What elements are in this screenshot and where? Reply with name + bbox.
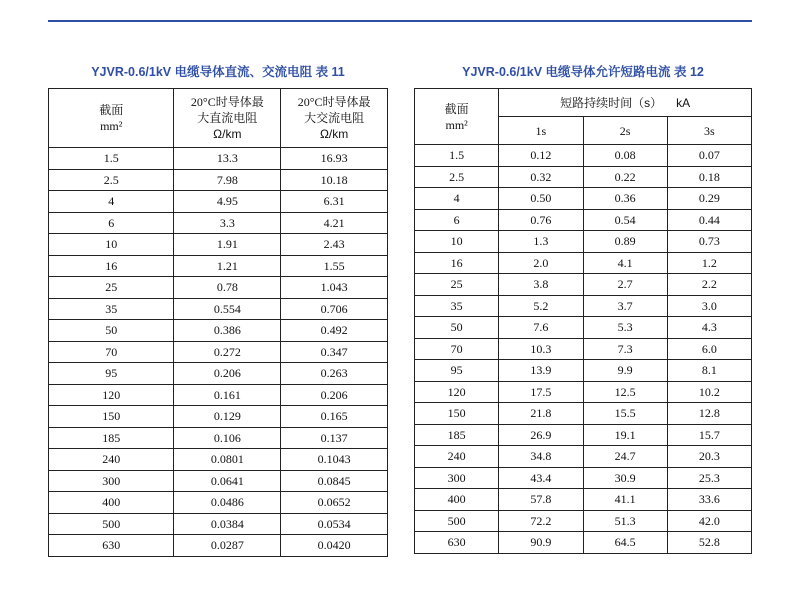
current-1s-cell: 26.9 <box>499 424 583 446</box>
current-2s-cell: 64.5 <box>583 532 667 554</box>
section-cell: 150 <box>415 403 499 425</box>
table-11-panel <box>48 62 388 557</box>
current-2s-cell: 3.7 <box>583 295 667 317</box>
ac-resistance-cell: 10.18 <box>281 169 388 191</box>
header-ac-resistance-cell <box>281 89 388 148</box>
current-1s-cell: 1.3 <box>499 231 583 253</box>
dc-resistance-cell: 1.21 <box>174 255 281 277</box>
ac-resistance-cell: 0.206 <box>281 384 388 406</box>
header-dc-resistance-cell <box>174 89 281 148</box>
ac-resistance-cell: 0.0420 <box>281 535 388 557</box>
dc-resistance-cell: 0.272 <box>174 341 281 363</box>
header-duration-label: 短路持续时间（s） <box>560 95 663 110</box>
section-cell: 1.5 <box>415 145 499 167</box>
ac-resistance-cell: 0.706 <box>281 298 388 320</box>
current-1s-cell: 13.9 <box>499 360 583 382</box>
dc-resistance-cell: 0.386 <box>174 320 281 342</box>
current-3s-cell: 52.8 <box>667 532 751 554</box>
current-1s-cell: 34.8 <box>499 446 583 468</box>
table-row <box>49 169 388 191</box>
current-1s-cell: 57.8 <box>499 489 583 511</box>
section-cell: 500 <box>49 513 174 535</box>
dc-resistance-cell: 1.91 <box>174 234 281 256</box>
table-row <box>49 427 388 449</box>
table-row <box>415 209 752 231</box>
table-row <box>415 145 752 167</box>
section-cell: 300 <box>415 467 499 489</box>
section-cell: 150 <box>49 406 174 428</box>
section-cell: 300 <box>49 470 174 492</box>
current-3s-cell: 20.3 <box>667 446 751 468</box>
table-row <box>49 320 388 342</box>
table-row <box>415 338 752 360</box>
section-cell: 120 <box>415 381 499 403</box>
current-1s-cell: 5.2 <box>499 295 583 317</box>
current-2s-cell: 9.9 <box>583 360 667 382</box>
short-circuit-current-table <box>414 88 752 554</box>
table-row <box>49 406 388 428</box>
dc-resistance-cell: 0.78 <box>174 277 281 299</box>
current-2s-cell: 4.1 <box>583 252 667 274</box>
section-cell: 35 <box>415 295 499 317</box>
ac-resistance-cell: 6.31 <box>281 191 388 213</box>
header-section-label: 截面 <box>444 101 469 116</box>
table-row <box>49 384 388 406</box>
dc-resistance-cell: 0.0486 <box>174 492 281 514</box>
ac-resistance-cell: 0.1043 <box>281 449 388 471</box>
table-row <box>415 381 752 403</box>
dc-resistance-cell: 0.161 <box>174 384 281 406</box>
section-cell: 400 <box>415 489 499 511</box>
section-cell: 25 <box>415 274 499 296</box>
ac-resistance-cell: 0.137 <box>281 427 388 449</box>
section-cell: 630 <box>49 535 174 557</box>
current-1s-cell: 7.6 <box>499 317 583 339</box>
header-section-unit: mm² <box>100 119 123 133</box>
table-row <box>415 446 752 468</box>
table-row <box>415 403 752 425</box>
section-cell: 35 <box>49 298 174 320</box>
section-cell: 50 <box>49 320 174 342</box>
table-row <box>415 532 752 554</box>
dc-resistance-cell: 0.206 <box>174 363 281 385</box>
section-cell: 2.5 <box>415 166 499 188</box>
current-1s-cell: 90.9 <box>499 532 583 554</box>
current-2s-cell: 2.7 <box>583 274 667 296</box>
current-1s-cell: 10.3 <box>499 338 583 360</box>
current-2s-cell: 0.08 <box>583 145 667 167</box>
ac-resistance-cell: 0.165 <box>281 406 388 428</box>
section-cell: 95 <box>49 363 174 385</box>
current-3s-cell: 0.29 <box>667 188 751 210</box>
section-cell: 185 <box>49 427 174 449</box>
current-3s-cell: 25.3 <box>667 467 751 489</box>
header-duration-group-cell <box>499 89 752 117</box>
dc-resistance-cell: 0.0287 <box>174 535 281 557</box>
current-1s-cell: 21.8 <box>499 403 583 425</box>
current-3s-cell: 2.2 <box>667 274 751 296</box>
table-row <box>49 212 388 234</box>
table-row <box>415 360 752 382</box>
current-3s-cell: 10.2 <box>667 381 751 403</box>
table-11-header-row <box>49 89 388 148</box>
current-1s-cell: 72.2 <box>499 510 583 532</box>
table-row <box>49 363 388 385</box>
section-cell: 70 <box>49 341 174 363</box>
dc-resistance-cell: 0.106 <box>174 427 281 449</box>
header-dc-line1: 20°C时导体最 <box>190 95 264 109</box>
ac-resistance-cell: 0.492 <box>281 320 388 342</box>
section-cell: 240 <box>415 446 499 468</box>
table-12-panel <box>414 62 752 554</box>
ac-resistance-cell: 16.93 <box>281 148 388 170</box>
current-1s-cell: 0.32 <box>499 166 583 188</box>
section-cell: 400 <box>49 492 174 514</box>
current-2s-cell: 0.89 <box>583 231 667 253</box>
header-section-cell <box>415 89 499 145</box>
table-11-body <box>49 148 388 557</box>
current-3s-cell: 0.18 <box>667 166 751 188</box>
current-3s-cell: 0.07 <box>667 145 751 167</box>
current-3s-cell: 33.6 <box>667 489 751 511</box>
table-row <box>49 449 388 471</box>
header-3s-cell: 3s <box>667 117 751 145</box>
current-2s-cell: 24.7 <box>583 446 667 468</box>
top-divider-rule <box>48 20 752 22</box>
header-2s-cell: 2s <box>583 117 667 145</box>
table-row <box>49 513 388 535</box>
section-cell: 50 <box>415 317 499 339</box>
current-3s-cell: 3.0 <box>667 295 751 317</box>
table-11-title: YJVR-0.6/1kV 电缆导体直流、交流电阻 表 11 <box>91 65 345 79</box>
ac-resistance-cell: 1.043 <box>281 277 388 299</box>
ac-resistance-cell: 1.55 <box>281 255 388 277</box>
table-row <box>415 166 752 188</box>
current-2s-cell: 0.54 <box>583 209 667 231</box>
section-cell: 4 <box>415 188 499 210</box>
table-row <box>49 535 388 557</box>
ac-resistance-cell: 0.347 <box>281 341 388 363</box>
current-1s-cell: 17.5 <box>499 381 583 403</box>
dc-resistance-cell: 0.0801 <box>174 449 281 471</box>
table-row <box>415 188 752 210</box>
current-3s-cell: 0.44 <box>667 209 751 231</box>
current-2s-cell: 51.3 <box>583 510 667 532</box>
table-12-body <box>415 145 752 554</box>
current-2s-cell: 41.1 <box>583 489 667 511</box>
table-row <box>49 277 388 299</box>
dc-resistance-cell: 0.129 <box>174 406 281 428</box>
section-cell: 4 <box>49 191 174 213</box>
current-1s-cell: 0.12 <box>499 145 583 167</box>
ac-resistance-cell: 4.21 <box>281 212 388 234</box>
header-section-label: 截面 <box>99 103 124 117</box>
dc-resistance-cell: 7.98 <box>174 169 281 191</box>
header-section-cell <box>49 89 174 148</box>
section-cell: 25 <box>49 277 174 299</box>
header-ac-line1: 20°C时导体最 <box>297 95 371 109</box>
current-1s-cell: 2.0 <box>499 252 583 274</box>
table-row <box>415 424 752 446</box>
table-row <box>49 255 388 277</box>
current-2s-cell: 12.5 <box>583 381 667 403</box>
current-1s-cell: 0.76 <box>499 209 583 231</box>
current-1s-cell: 43.4 <box>499 467 583 489</box>
current-1s-cell: 0.50 <box>499 188 583 210</box>
table-12-title: YJVR-0.6/1kV 电缆导体允许短路电流 表 12 <box>462 65 704 79</box>
current-3s-cell: 6.0 <box>667 338 751 360</box>
section-cell: 500 <box>415 510 499 532</box>
section-cell: 120 <box>49 384 174 406</box>
table-row <box>415 274 752 296</box>
current-3s-cell: 1.2 <box>667 252 751 274</box>
current-1s-cell: 3.8 <box>499 274 583 296</box>
ac-resistance-cell: 0.0652 <box>281 492 388 514</box>
table-12-header-row-1 <box>415 89 752 117</box>
section-cell: 10 <box>49 234 174 256</box>
table-row <box>49 148 388 170</box>
header-ac-unit: Ω/km <box>319 127 349 141</box>
ac-resistance-cell: 2.43 <box>281 234 388 256</box>
header-ac-line2: 大交流电阻 <box>304 111 365 125</box>
header-section-unit: mm² <box>445 117 468 132</box>
table-row <box>415 295 752 317</box>
section-cell: 6 <box>49 212 174 234</box>
section-cell: 10 <box>415 231 499 253</box>
table-row <box>415 489 752 511</box>
header-duration-unit: kA <box>676 95 691 110</box>
header-dc-line2: 大直流电阻 <box>197 111 258 125</box>
section-cell: 16 <box>415 252 499 274</box>
ac-resistance-cell: 0.0845 <box>281 470 388 492</box>
table-row <box>415 467 752 489</box>
current-3s-cell: 15.7 <box>667 424 751 446</box>
dc-resistance-cell: 0.0384 <box>174 513 281 535</box>
dc-resistance-cell: 0.554 <box>174 298 281 320</box>
ac-resistance-cell: 0.263 <box>281 363 388 385</box>
current-2s-cell: 0.36 <box>583 188 667 210</box>
dc-ac-resistance-table <box>48 88 388 557</box>
current-2s-cell: 19.1 <box>583 424 667 446</box>
ac-resistance-cell: 0.0534 <box>281 513 388 535</box>
current-2s-cell: 7.3 <box>583 338 667 360</box>
dc-resistance-cell: 13.3 <box>174 148 281 170</box>
table-row <box>49 492 388 514</box>
current-3s-cell: 12.8 <box>667 403 751 425</box>
table-row <box>415 231 752 253</box>
section-cell: 70 <box>415 338 499 360</box>
section-cell: 2.5 <box>49 169 174 191</box>
current-2s-cell: 15.5 <box>583 403 667 425</box>
dc-resistance-cell: 4.95 <box>174 191 281 213</box>
current-3s-cell: 42.0 <box>667 510 751 532</box>
table-row <box>49 191 388 213</box>
current-3s-cell: 8.1 <box>667 360 751 382</box>
table-row <box>415 252 752 274</box>
table-row <box>49 341 388 363</box>
current-2s-cell: 0.22 <box>583 166 667 188</box>
table-row <box>49 298 388 320</box>
table-row <box>415 510 752 532</box>
dc-resistance-cell: 0.0641 <box>174 470 281 492</box>
current-2s-cell: 30.9 <box>583 467 667 489</box>
section-cell: 240 <box>49 449 174 471</box>
dc-resistance-cell: 3.3 <box>174 212 281 234</box>
header-dc-unit: Ω/km <box>213 127 242 141</box>
section-cell: 185 <box>415 424 499 446</box>
section-cell: 6 <box>415 209 499 231</box>
section-cell: 95 <box>415 360 499 382</box>
header-1s-cell: 1s <box>499 117 583 145</box>
current-2s-cell: 5.3 <box>583 317 667 339</box>
current-3s-cell: 4.3 <box>667 317 751 339</box>
section-cell: 16 <box>49 255 174 277</box>
section-cell: 1.5 <box>49 148 174 170</box>
table-row <box>49 234 388 256</box>
table-row <box>49 470 388 492</box>
section-cell: 630 <box>415 532 499 554</box>
current-3s-cell: 0.73 <box>667 231 751 253</box>
table-row <box>415 317 752 339</box>
